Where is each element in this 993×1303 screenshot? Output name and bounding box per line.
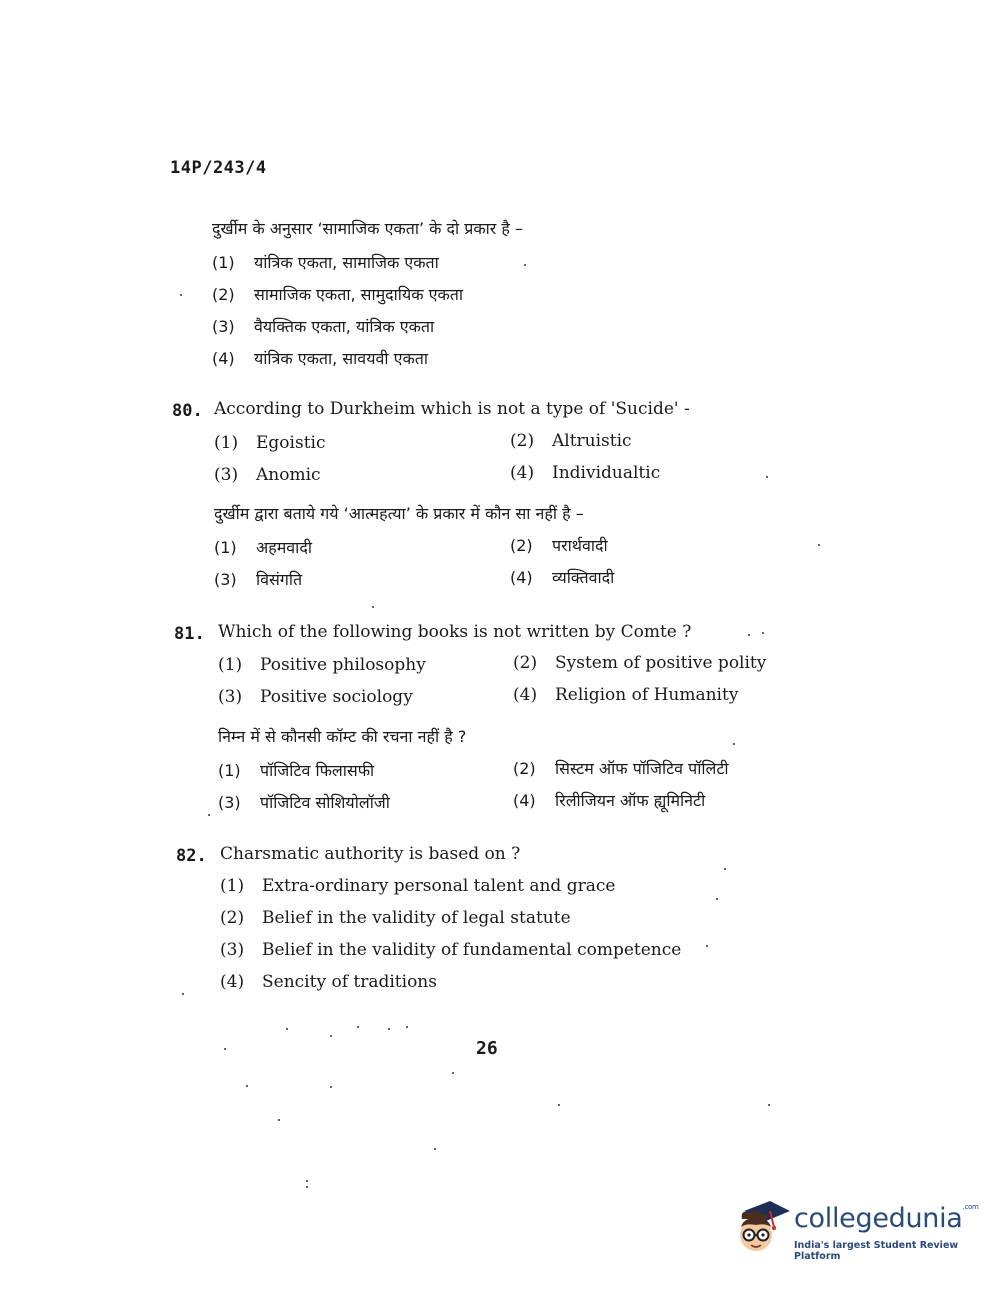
q80-hindi-option-3: (3) विसंगति	[214, 570, 303, 589]
q80-hindi-option-2: (2) परार्थवादी	[510, 536, 608, 555]
scan-speck	[748, 634, 750, 636]
scan-speck	[558, 1104, 560, 1106]
q82-option-4: (4) Sencity of traditions	[220, 972, 437, 992]
paper-code: 14P/243/4	[170, 158, 267, 178]
q80-option-1: (1) Egoistic	[214, 433, 326, 453]
q81-number: 81.	[174, 624, 205, 644]
scan-speck	[278, 1119, 280, 1121]
scan-speck	[180, 294, 182, 296]
scan-speck	[357, 1026, 359, 1028]
q82-option-1: (1) Extra-ordinary personal talent and grace	[220, 876, 616, 896]
scan-speck	[724, 868, 726, 870]
scan-speck	[452, 1072, 454, 1074]
q82-option-2: (2) Belief in the validity of legal statute	[220, 908, 571, 928]
logo-brand: collegedunia$^{.com}$	[794, 1203, 979, 1234]
scan-speck	[306, 1180, 308, 1182]
q80-option-3: (3) Anomic	[214, 465, 321, 485]
page-number: 26	[476, 1038, 498, 1059]
mascot-icon	[736, 1197, 792, 1259]
q82-question: Charsmatic authority is based on ?	[220, 844, 521, 864]
logo-tagline: India's largest Student Review Platform	[794, 1240, 959, 1262]
scan-speck	[706, 945, 708, 947]
scan-speck	[762, 632, 764, 634]
scan-speck	[733, 743, 735, 745]
scan-speck	[406, 1026, 408, 1028]
scan-speck	[818, 544, 820, 546]
q81-hindi-option-4: (4) रिलीजियन ऑफ ह्यूमिनिटी	[513, 791, 706, 810]
scan-speck	[306, 1186, 308, 1188]
scan-speck	[246, 1085, 248, 1087]
q81-option-4: (4) Religion of Humanity	[513, 685, 739, 705]
scan-speck	[434, 1148, 436, 1150]
q79-hindi-option-4: (4) यांत्रिक एकता, सावयवी एकता	[212, 349, 429, 368]
q80-question: According to Durkheim which is not a type of 'Sucide' -	[214, 399, 690, 419]
scan-speck	[330, 1035, 332, 1037]
q79-hindi-option-3: (3) वैयक्तिक एकता, यांत्रिक एकता	[212, 317, 435, 336]
q79-hindi-option-2: (2) सामाजिक एकता, सामुदायिक एकता	[212, 285, 464, 304]
q81-hindi-option-2: (2) सिस्टम ऑफ पॉजिटिव पॉलिटी	[513, 759, 729, 778]
q82-number: 82.	[176, 846, 207, 866]
scan-speck	[766, 476, 768, 478]
q80-hindi-question: दुर्खीम द्वारा बताये गये ‘आत्महत्या’ के प्रकार में कौन सा नहीं है –	[214, 504, 584, 523]
q79-hindi-question: दुर्खीम के अनुसार ‘सामाजिक एकता’ के दो प्रकार है –	[212, 219, 524, 238]
q81-option-3: (3) Positive sociology	[218, 687, 413, 707]
scan-speck	[330, 1086, 332, 1088]
collegedunia-logo	[736, 1195, 979, 1265]
q80-option-4: (4) Individualtic	[510, 463, 661, 483]
q81-option-2: (2) System of positive polity	[513, 653, 767, 673]
scan-speck	[182, 993, 184, 995]
scan-speck	[716, 898, 718, 900]
scan-speck	[388, 1028, 390, 1030]
q79-hindi-option-1: (1) यांत्रिक एकता, सामाजिक एकता	[212, 253, 439, 272]
q81-hindi-question: निम्न में से कौनसी कॉम्ट की रचना नहीं है ?	[218, 727, 467, 746]
scan-speck	[224, 1048, 226, 1050]
scan-speck	[286, 1028, 288, 1030]
scan-speck	[208, 814, 210, 816]
q80-number: 80.	[172, 401, 203, 421]
q80-option-2: (2) Altruistic	[510, 431, 632, 451]
scan-speck	[372, 606, 374, 608]
q81-hindi-option-1: (1) पॉजिटिव फिलासफी	[218, 761, 375, 780]
q80-hindi-option-1: (1) अहमवादी	[214, 538, 312, 557]
q81-hindi-option-3: (3) पॉजिटिव सोशियोलॉजी	[218, 793, 390, 812]
q80-hindi-option-4: (4) व्यक्तिवादी	[510, 568, 615, 587]
q81-option-1: (1) Positive philosophy	[218, 655, 426, 675]
q82-option-3: (3) Belief in the validity of fundamental competence	[220, 940, 682, 960]
q81-question: Which of the following books is not written by Comte ?	[218, 622, 692, 642]
scan-speck	[768, 1104, 770, 1106]
scan-speck	[524, 264, 526, 266]
